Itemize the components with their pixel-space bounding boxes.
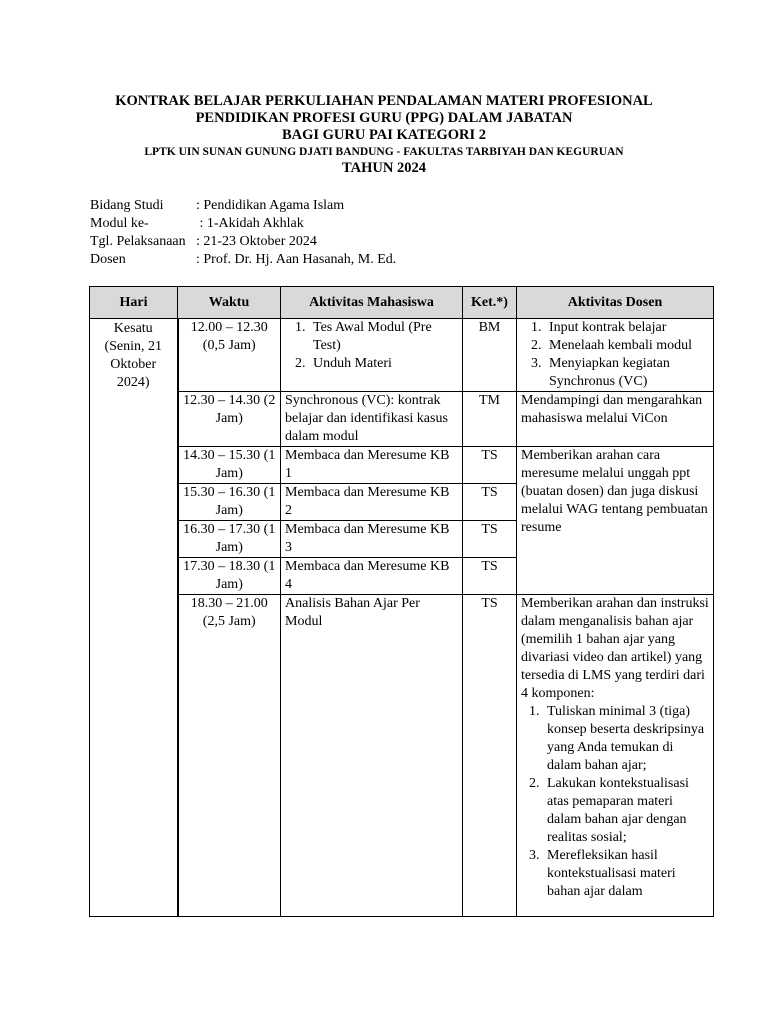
table-row xyxy=(90,595,714,917)
list-item: 1. Tes Awal Modul (Pre Test) xyxy=(309,319,458,355)
table-row xyxy=(90,392,714,447)
list-item: 1. Tuliskan minimal 3 (tiga) konsep beserta deskripsinya yang Anda temukan di dalam bahan ajar; xyxy=(543,703,709,775)
list-item: 1. Input kontrak belajar xyxy=(545,319,709,337)
ket-cell: TS xyxy=(463,558,517,595)
info-value: : 21-23 Oktober 2024 xyxy=(196,234,317,249)
title-line-4: LPTK UIN SUNAN GUNUNG DJATI BANDUNG - FAKULTAS TARBIYAH DAN KEGURUAN xyxy=(144,146,624,158)
dosen-cell xyxy=(517,595,714,917)
mahasiswa-cell: Membaca dan Meresume KB 1 xyxy=(281,447,463,484)
info-value: : 1-Akidah Akhlak xyxy=(196,216,304,231)
header-ket: Ket.*) xyxy=(463,287,517,319)
ket-cell: TS xyxy=(463,484,517,521)
waktu-cell: 15.30 – 16.30 (1 Jam) xyxy=(178,484,281,521)
waktu-cell: 14.30 – 15.30 (1 Jam) xyxy=(178,447,281,484)
dosen-list xyxy=(521,703,709,901)
info-row-tanggal xyxy=(90,233,396,251)
info-row-bidang-studi xyxy=(90,197,396,215)
mahasiswa-cell: Synchronous (VC): kontrak belajar dan identifikasi kasus dalam modul xyxy=(281,392,463,447)
info-label: Dosen xyxy=(90,252,126,267)
dosen-cell xyxy=(517,319,714,392)
waktu-cell: 12.30 – 14.30 (2 Jam) xyxy=(178,392,281,447)
header-hari: Hari xyxy=(90,287,178,319)
title-line-1: KONTRAK BELAJAR PERKULIAHAN PENDALAMAN MATERI PROFESIONAL xyxy=(115,93,653,109)
title-line-2: PENDIDIKAN PROFESI GURU (PPG) DALAM JABATAN xyxy=(195,110,573,126)
list-item: 3. Merefleksikan hasil kontekstualisasi materi bahan ajar dalam xyxy=(543,847,709,901)
mahasiswa-list xyxy=(285,319,458,373)
list-item: 2. Unduh Materi xyxy=(309,355,458,373)
ket-cell: TS xyxy=(463,521,517,558)
info-label: Bidang Studi xyxy=(90,198,164,213)
mahasiswa-cell: Membaca dan Meresume KB 3 xyxy=(281,521,463,558)
dosen-cell: Mendampingi dan mengarahkan mahasiswa melalui ViCon xyxy=(517,392,714,447)
waktu-cell: 12.00 – 12.30 (0,5 Jam) xyxy=(178,319,281,392)
course-info xyxy=(90,197,396,269)
waktu-cell: 17.30 – 18.30 (1 Jam) xyxy=(178,558,281,595)
dosen-instruction: Memberikan arahan dan instruksi dalam menganalisis bahan ajar (memilih 1 bahan ajar yang divariasi video dan artikel) yang tersedia di LMS yang terdiri dari 4 komponen: xyxy=(521,596,709,701)
ket-cell: TS xyxy=(463,447,517,484)
waktu-cell: 16.30 – 17.30 (1 Jam) xyxy=(178,521,281,558)
title-line-3: BAGI GURU PAI KATEGORI 2 xyxy=(281,127,487,143)
header-waktu: Waktu xyxy=(178,287,281,319)
info-label: Tgl. Pelaksanaan xyxy=(90,234,186,249)
info-value: : Prof. Dr. Hj. Aan Hasanah, M. Ed. xyxy=(196,252,397,267)
table-header-row xyxy=(90,287,714,319)
info-value: : Pendidikan Agama Islam xyxy=(196,198,345,213)
mahasiswa-cell: Membaca dan Meresume KB 4 xyxy=(281,558,463,595)
hari-cell: Kesatu (Senin, 21 Oktober 2024) xyxy=(90,319,178,917)
ket-cell: TM xyxy=(463,392,517,447)
info-row-modul xyxy=(90,215,396,233)
ket-cell: TS xyxy=(463,595,517,917)
list-item: 3. Menyiapkan kegiatan Synchronus (VC) xyxy=(545,355,709,391)
dosen-resume-cell: Memberikan arahan cara meresume melalui unggah ppt (buatan dosen) dan juga diskusi melalui WAG tentang pembuatan resume xyxy=(517,447,714,595)
waktu-cell: 18.30 – 21.00 (2,5 Jam) xyxy=(178,595,281,917)
mahasiswa-cell: Analisis Bahan Ajar Per Modul xyxy=(281,595,463,917)
info-row-dosen xyxy=(90,251,396,269)
mahasiswa-cell xyxy=(281,319,463,392)
info-label: Modul ke- xyxy=(90,216,149,231)
ket-cell: BM xyxy=(463,319,517,392)
dosen-list xyxy=(521,319,709,391)
list-item: 2. Lakukan kontekstualisasi atas pemaparan materi dalam bahan ajar dengan realitas sosial; xyxy=(543,775,709,847)
mahasiswa-cell: Membaca dan Meresume KB 2 xyxy=(281,484,463,521)
title-line-5: TAHUN 2024 xyxy=(342,160,426,176)
document-header xyxy=(60,93,708,177)
header-aktivitas-mahasiswa: Aktivitas Mahasiswa xyxy=(281,287,463,319)
header-aktivitas-dosen: Aktivitas Dosen xyxy=(517,287,714,319)
table-row xyxy=(90,447,714,484)
schedule-table xyxy=(89,286,714,917)
list-item: 2. Menelaah kembali modul xyxy=(545,337,709,355)
table-row xyxy=(90,319,714,392)
